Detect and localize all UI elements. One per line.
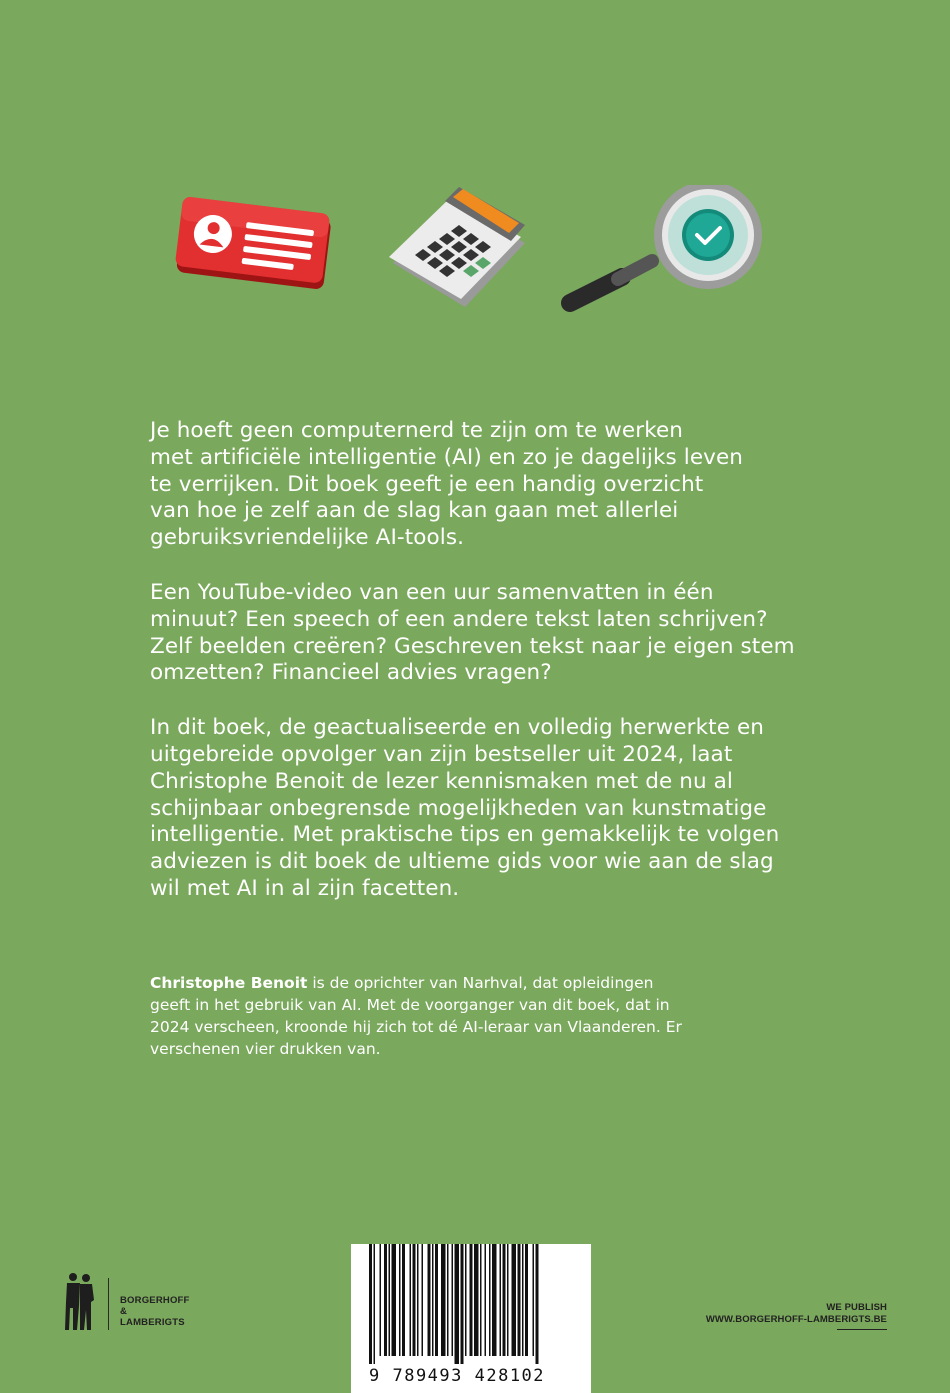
blurb-paragraph: Je hoeft geen computernerd te zijn om te werken met artificiële intelligentie (AI) en zo je dagelijks leven te verrijken. Dit boek geeft je een handig overzicht van hoe je zelf aan de slag kan gaan met allerlei gebruiksvriendelijke AI-tools.: [150, 418, 744, 551]
barcode-bar: [485, 1244, 487, 1356]
barcode-bar: [533, 1244, 535, 1356]
barcode-bar: [525, 1244, 528, 1356]
barcode-bar: [389, 1244, 391, 1356]
barcode-bar: [441, 1244, 446, 1356]
author-name: Christophe Benoit: [150, 974, 308, 992]
magnifying-glass-icon: [560, 185, 770, 325]
barcode-bar: [410, 1244, 412, 1356]
barcode-bar: [489, 1244, 491, 1356]
icon-row: [0, 185, 950, 325]
barcode-bar: [399, 1244, 401, 1356]
barcode-bar: [461, 1244, 464, 1364]
barcode-bar: [447, 1244, 449, 1356]
barcode-bar: [384, 1244, 387, 1356]
barcode-bar: [455, 1244, 460, 1364]
barcode-bar: [435, 1244, 438, 1356]
calculator-icon: [385, 185, 535, 315]
barcode-bars: [351, 1244, 591, 1364]
barcode-bar: [465, 1244, 467, 1356]
blurb: [150, 418, 830, 931]
barcode-bar: [480, 1244, 482, 1356]
author-bio-text: is de oprichter van Narhval, dat opleidingen geeft in het gebruik van AI. Met de voorganger van dit boek, dat in 2024 verscheen, kroonde hij zich tot dé AI-leraar van Vlaanderen. Er verschenen vier drukken van.: [150, 974, 682, 1058]
author-bio: [150, 972, 800, 1060]
barcode-bar: [428, 1244, 431, 1356]
barcode-bar: [402, 1244, 405, 1356]
barcode-bar: [417, 1244, 419, 1356]
isbn-number: 9 789493 428102: [369, 1366, 546, 1386]
barcode-bar: [369, 1244, 372, 1364]
blurb-paragraph: Een YouTube-video van een uur samenvatten in één minuut? Een speech of een andere tekst laten schrijven? Zelf beelden creëren? Geschreven tekst naar je eigen stem omzetten? Financieel advies vragen?: [150, 579, 795, 686]
publisher-website-block: [706, 1302, 887, 1330]
barcode-bar: [503, 1244, 506, 1356]
barcode-bar: [522, 1244, 524, 1356]
barcode-bar: [518, 1244, 521, 1356]
barcode-bar: [507, 1244, 509, 1356]
barcode-bar: [374, 1244, 376, 1364]
barcode: [351, 1244, 591, 1393]
publisher-figures-icon: [62, 1272, 98, 1332]
publisher-name: BORGERHOFF & LAMBERIGTS: [120, 1295, 190, 1328]
barcode-bar: [380, 1244, 382, 1356]
barcode-bar: [512, 1244, 517, 1356]
publisher-divider: [108, 1278, 109, 1330]
barcode-bar: [492, 1244, 497, 1356]
barcode-bar: [432, 1244, 434, 1356]
barcode-bar: [413, 1244, 416, 1356]
barcode-bar: [392, 1244, 397, 1356]
id-card-icon: [172, 197, 334, 292]
website-underline: [837, 1329, 887, 1330]
barcode-bar: [536, 1244, 539, 1364]
barcode-bar: [452, 1244, 454, 1356]
barcode-bar: [470, 1244, 473, 1356]
barcode-bar: [422, 1244, 424, 1356]
barcode-bar: [500, 1244, 502, 1356]
publisher-website: WWW.BORGERHOFF-LAMBERIGTS.BE: [705, 1314, 887, 1325]
publisher-tagline: WE PUBLISH: [826, 1302, 887, 1313]
barcode-bar: [474, 1244, 479, 1356]
blurb-paragraph: In dit boek, de geactualiseerde en volledig herwerkte en uitgebreide opvolger van zijn bestseller uit 2024, laat Christophe Benoit de lezer kennismaken met de nu al schijnbaar onbegrensde mogelijkheden van kunstmatige intelligentie. Met praktische tips en gemakkelijk te volgen adviezen is dit boek de ultieme gids voor wie aan de slag wil met AI in al zijn facetten.: [150, 715, 780, 901]
